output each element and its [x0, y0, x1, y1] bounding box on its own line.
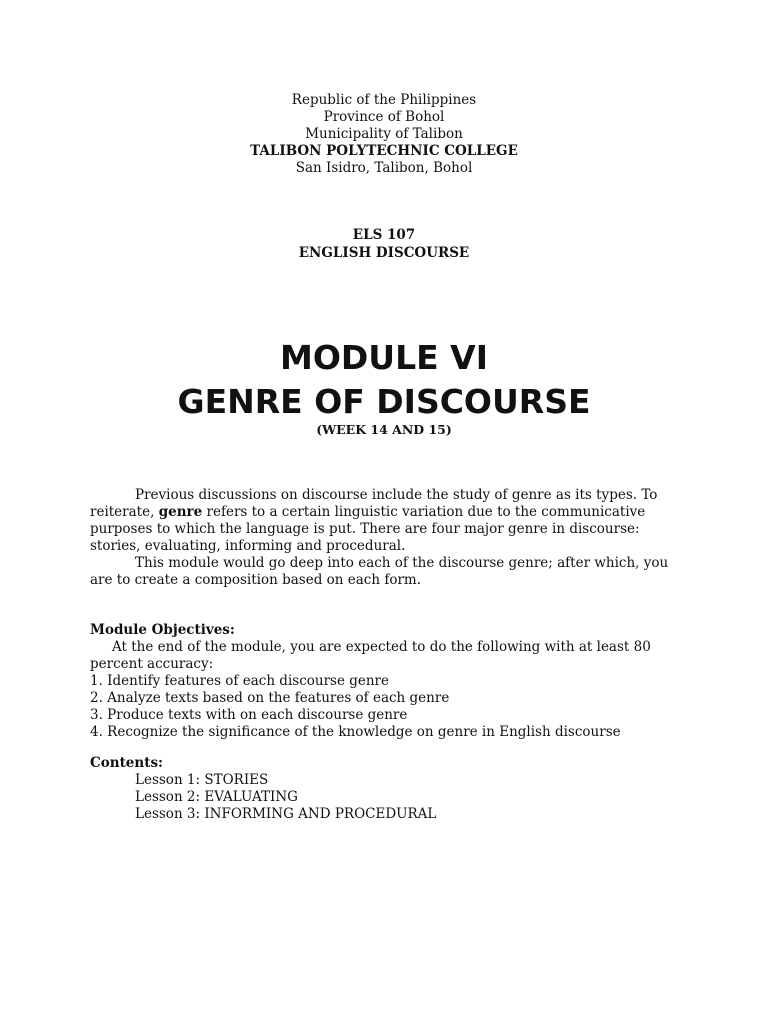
header-republic: Republic of the Philippines [291, 92, 477, 108]
contents-heading: Contents: [90, 755, 164, 771]
genre-term: genre [158, 504, 203, 520]
objectives-lead [90, 639, 680, 673]
contents-section [90, 755, 680, 823]
header-province: Province of Bohol [323, 109, 445, 125]
module-title [0, 336, 768, 424]
lesson-2: Lesson 2: EVALUATING [135, 789, 298, 805]
objective-item-1: 1. Identify features of each discourse genre [90, 673, 390, 689]
module-weeks: (WEEK 14 AND 15) [316, 422, 452, 437]
lesson-1: Lesson 1: STORIES [135, 772, 269, 788]
objective-item-3: 3. Produce texts with on each discourse genre [90, 707, 408, 723]
objective-item-4: 4. Recognize the significance of the knowledge on genre in English discourse [90, 724, 621, 740]
objective-item-2: 2. Analyze texts based on the features of each genre [90, 690, 450, 706]
introduction [90, 487, 680, 589]
intro-p2-text: This module would go deep into each of the discourse genre; after which, you are to create a composition based on each form. [90, 555, 669, 588]
intro-p1-end: refers to a certain linguistic variation due to the communicative purposes to which the language is put. There are four major genre in discourse: stories, evaluating, informing and procedural. [90, 504, 646, 554]
college-name: TALIBON POLYTECHNIC COLLEGE [250, 143, 518, 159]
lesson-3: Lesson 3: INFORMING AND PROCEDURAL [135, 806, 437, 822]
course-code: ELS 107 [352, 227, 416, 243]
module-name: GENRE OF DISCOURSE [177, 382, 591, 421]
college-address: San Isidro, Talibon, Bohol [295, 160, 473, 176]
objectives-lead-text: At the end of the module, you are expected to do the following with at least 80 percent accuracy: [90, 639, 651, 672]
course-info [0, 226, 768, 262]
objectives-heading: Module Objectives: [90, 622, 235, 638]
module-number: MODULE VI [280, 338, 488, 377]
intro-p1-start: Previous discussions on discourse include the study of genre as its types. To reiterate, [90, 487, 658, 520]
header-municipality: Municipality of Talibon [305, 126, 463, 142]
institution-header [0, 92, 768, 177]
intro-paragraph-1 [90, 487, 680, 555]
intro-paragraph-2 [90, 555, 680, 589]
course-name: ENGLISH DISCOURSE [298, 245, 470, 261]
module-objectives [90, 622, 680, 741]
